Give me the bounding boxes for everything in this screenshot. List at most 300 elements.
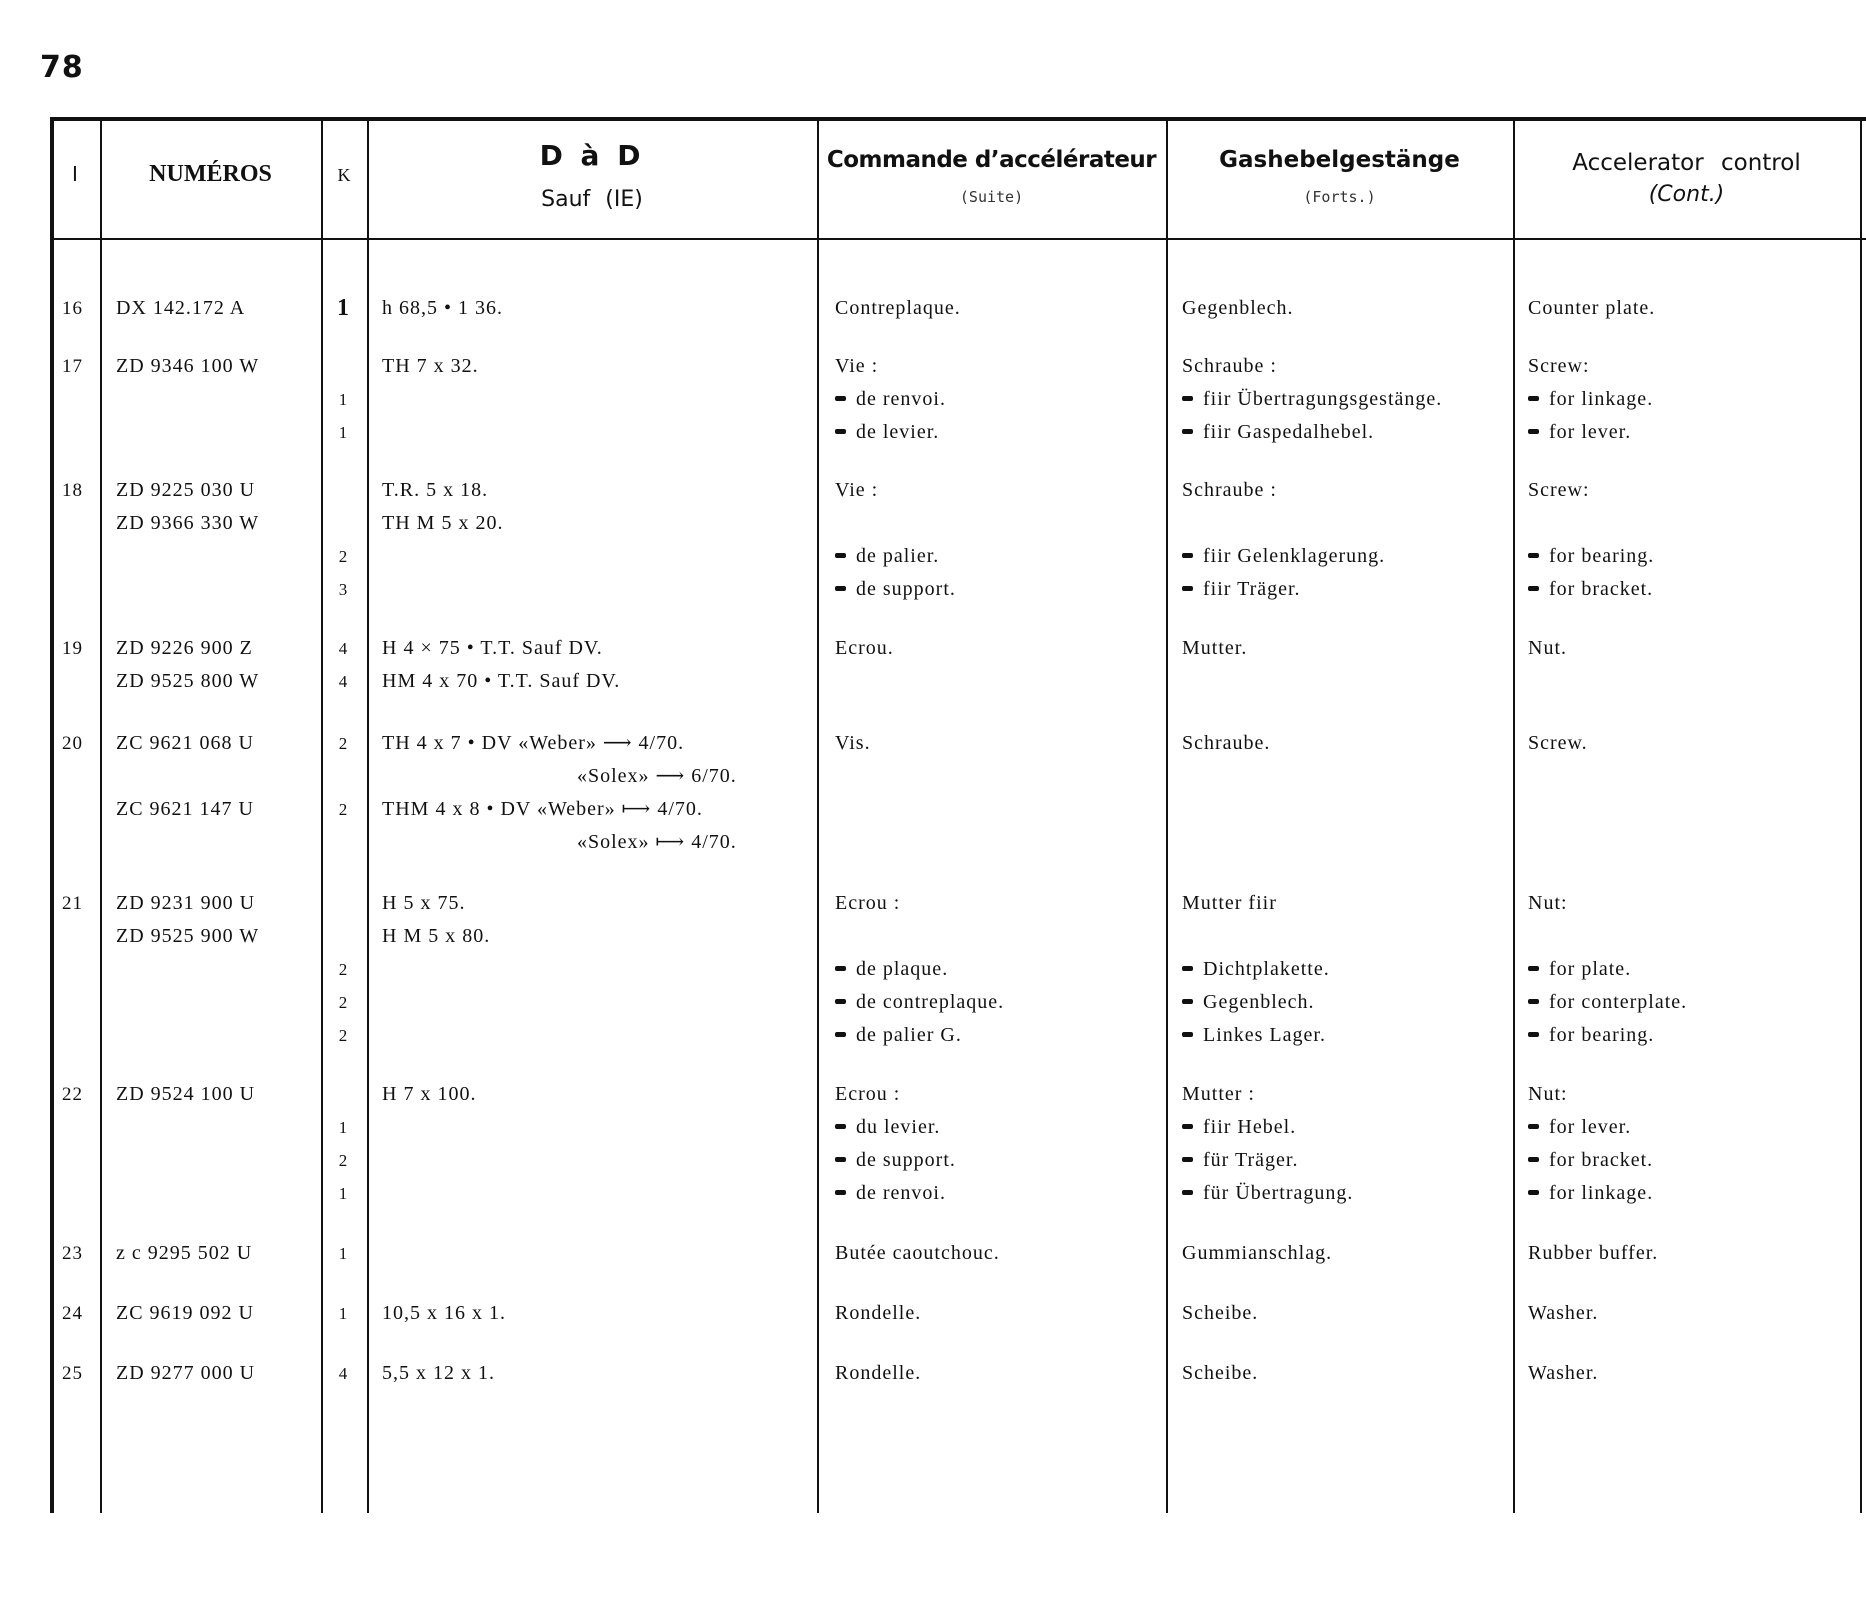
dad-text: 10,5 x 16 x 1. [382, 1302, 506, 1324]
fr-text: de palier. [856, 545, 940, 567]
en-line [1528, 474, 1848, 507]
k-line [328, 474, 358, 507]
cell-fr [835, 1357, 1175, 1390]
en-line [1528, 292, 1848, 325]
k-line [328, 1078, 358, 1111]
fr-text: de levier. [856, 421, 940, 443]
dad-line [382, 760, 822, 793]
numbers-text: z c 9295 502 U [116, 1242, 253, 1264]
cell-numbers [116, 887, 326, 953]
en-line [1528, 540, 1848, 573]
de-line [1182, 727, 1522, 760]
cell-fr [835, 632, 1175, 665]
numbers-line [116, 920, 326, 953]
row-index: 22 [62, 1084, 83, 1105]
cell-dad [382, 727, 822, 859]
cell-fr [835, 1297, 1175, 1330]
dash-bullet [1528, 999, 1539, 1004]
cell-dad [382, 1297, 822, 1330]
dad-line [382, 1297, 822, 1330]
dash-bullet [1528, 1157, 1539, 1162]
cell-numbers [116, 474, 326, 540]
header-k: K [337, 165, 351, 185]
cell-fr [835, 1237, 1175, 1270]
cell-fr [835, 727, 1175, 760]
numbers-line [116, 1357, 326, 1390]
dad-text: h 68,5 • 1 36. [382, 297, 504, 319]
dash-bullet [1182, 1190, 1193, 1195]
header-german-subtitle: (Forts.) [1303, 188, 1376, 206]
fr-line [835, 573, 1175, 606]
k-text: 1 [338, 1304, 348, 1323]
numbers-text: ZD 9525 800 W [116, 670, 260, 692]
dash-bullet [1182, 1032, 1193, 1037]
dad-text: H 5 x 75. [382, 892, 466, 914]
cell-numbers [116, 1237, 326, 1270]
cell-fr [835, 350, 1175, 449]
cell-en [1528, 1297, 1848, 1330]
dad-line [382, 727, 822, 760]
dash-bullet [835, 553, 846, 558]
cell-en [1528, 887, 1848, 1052]
k-text: 1 [338, 423, 348, 442]
en-line [1528, 887, 1848, 920]
de-text: fiir Gelenklagerung. [1203, 545, 1386, 567]
de-line [1182, 1078, 1522, 1111]
de-line [1182, 1177, 1522, 1210]
en-line [1528, 1177, 1848, 1210]
de-text: Mutter. [1182, 637, 1248, 659]
fr-text: de renvoi. [856, 388, 946, 410]
de-line [1182, 1019, 1522, 1052]
en-line [1528, 1111, 1848, 1144]
fr-line [835, 1019, 1175, 1052]
en-text: Screw: [1528, 355, 1590, 377]
dad-text: TH M 5 x 20. [382, 512, 504, 534]
k-text: 4 [338, 1364, 348, 1383]
fr-line [835, 920, 1175, 953]
dash-bullet [835, 1190, 846, 1195]
fr-text: Vis. [835, 732, 871, 754]
de-line [1182, 920, 1522, 953]
cell-numbers [116, 350, 326, 383]
de-text: Scheibe. [1182, 1302, 1259, 1324]
cell-idx [62, 1297, 92, 1330]
cell-k [328, 727, 358, 826]
de-text: fiir Hebel. [1203, 1116, 1297, 1138]
dad-line [382, 887, 822, 920]
dash-bullet [1528, 553, 1539, 558]
fr-text: Vie : [835, 479, 879, 501]
dad-line [382, 665, 822, 698]
k-line [328, 632, 358, 665]
en-text: Washer. [1528, 1362, 1599, 1384]
k-line [328, 727, 358, 760]
k-line [328, 507, 358, 540]
cell-dad [382, 632, 822, 698]
cell-k [328, 1237, 358, 1270]
parts-table [50, 117, 1866, 1513]
cell-numbers [116, 727, 326, 826]
k-line [328, 953, 358, 986]
row-index: 19 [62, 638, 83, 659]
header-numbers: NUMÉROS [149, 161, 272, 187]
fr-line [835, 540, 1175, 573]
numbers-line [116, 1297, 326, 1330]
cell-en [1528, 1078, 1848, 1210]
en-text: Nut: [1528, 892, 1568, 914]
dad-text: HM 4 x 70 • T.T. Sauf DV. [382, 670, 621, 692]
header-dad-title: D à D [539, 139, 645, 172]
cell-dad [382, 887, 822, 953]
cell-en [1528, 1357, 1848, 1390]
fr-text: du levier. [856, 1116, 941, 1138]
cell-numbers [116, 632, 326, 698]
column-divider [100, 117, 102, 1513]
de-text: Gummianschlag. [1182, 1242, 1333, 1264]
de-text: Schraube : [1182, 355, 1277, 377]
de-text: Gegenblech. [1203, 991, 1315, 1013]
row-index: 23 [62, 1243, 83, 1264]
en-text: for bearing. [1549, 545, 1655, 567]
cell-de [1182, 1297, 1522, 1330]
k-text: 3 [338, 580, 348, 599]
numbers-text: ZC 9621 068 U [116, 732, 254, 754]
numbers-line [116, 887, 326, 920]
en-line [1528, 953, 1848, 986]
en-line [1528, 986, 1848, 1019]
dash-bullet [1528, 586, 1539, 591]
cell-dad [382, 474, 822, 540]
fr-text: Vie : [835, 355, 879, 377]
k-text: 2 [338, 1026, 348, 1045]
de-line [1182, 540, 1522, 573]
de-line [1182, 292, 1522, 325]
fr-line [835, 887, 1175, 920]
cell-idx [62, 474, 92, 507]
cell-k [328, 1357, 358, 1390]
cell-idx [62, 1078, 92, 1111]
fr-text: de support. [856, 578, 956, 600]
numbers-text: ZD 9366 330 W [116, 512, 260, 534]
dash-bullet [1182, 586, 1193, 591]
cell-idx [62, 632, 92, 665]
column-divider [1860, 117, 1862, 1513]
cell-idx [62, 292, 92, 325]
en-text: Rubber buffer. [1528, 1242, 1659, 1264]
cell-de [1182, 1237, 1522, 1270]
k-text: 2 [338, 734, 348, 753]
cell-dad [382, 1237, 822, 1270]
cell-k [328, 350, 358, 449]
numbers-text: ZD 9226 900 Z [116, 637, 253, 659]
fr-line [835, 953, 1175, 986]
k-text: 4 [338, 672, 348, 691]
dad-line [382, 1237, 822, 1270]
numbers-text: ZC 9619 092 U [116, 1302, 254, 1324]
numbers-line [116, 474, 326, 507]
k-line [328, 887, 358, 920]
de-line [1182, 573, 1522, 606]
en-line [1528, 1078, 1848, 1111]
fr-line [835, 383, 1175, 416]
de-line [1182, 350, 1522, 383]
cell-en [1528, 727, 1848, 760]
row-index: 20 [62, 733, 83, 754]
en-text: for linkage. [1549, 388, 1654, 410]
cell-numbers [116, 1357, 326, 1390]
header-english-subtitle: (Cont.) [1648, 182, 1725, 207]
cell-numbers [116, 292, 326, 325]
numbers-text: ZD 9524 100 U [116, 1083, 256, 1105]
numbers-text: ZC 9621 147 U [116, 798, 254, 820]
header-french-title: Commande d’accélérateur [826, 147, 1157, 173]
dad-text: «Solex» ⟼ 4/70. [577, 831, 737, 853]
en-line [1528, 416, 1848, 449]
en-line [1528, 507, 1848, 540]
de-line [1182, 632, 1522, 665]
dash-bullet [1528, 1032, 1539, 1037]
cell-fr [835, 292, 1175, 325]
en-line [1528, 1019, 1848, 1052]
en-line [1528, 632, 1848, 665]
cell-en [1528, 350, 1848, 449]
de-text: fiir Träger. [1203, 578, 1301, 600]
k-text: 2 [338, 547, 348, 566]
page-number: 78 [40, 50, 84, 85]
de-text: Gegenblech. [1182, 297, 1294, 319]
k-line [328, 1019, 358, 1052]
cell-de [1182, 727, 1522, 760]
fr-text: de plaque. [856, 958, 949, 980]
cell-dad [382, 1078, 822, 1111]
fr-line [835, 1078, 1175, 1111]
k-text: 1 [338, 1118, 348, 1137]
dad-line [382, 1357, 822, 1390]
row-index: 18 [62, 480, 83, 501]
dad-text: THM 4 x 8 • DV «Weber» ⟼ 4/70. [382, 798, 703, 820]
k-text: 2 [338, 993, 348, 1012]
cell-en [1528, 474, 1848, 606]
de-text: Scheibe. [1182, 1362, 1259, 1384]
numbers-line [116, 727, 326, 760]
dash-bullet [1182, 1124, 1193, 1129]
dash-bullet [835, 1032, 846, 1037]
fr-line [835, 350, 1175, 383]
header-index: I [72, 162, 78, 186]
dad-line [382, 793, 822, 826]
fr-line [835, 474, 1175, 507]
en-text: for conterplate. [1549, 991, 1688, 1013]
row-index: 17 [62, 356, 83, 377]
cell-dad [382, 292, 822, 325]
dad-text: TH 4 x 7 • DV «Weber» ⟶ 4/70. [382, 732, 685, 754]
en-text: for plate. [1549, 958, 1632, 980]
numbers-text: ZD 9225 030 U [116, 479, 256, 501]
de-line [1182, 1237, 1522, 1270]
de-line [1182, 383, 1522, 416]
cell-idx [62, 887, 92, 920]
k-line [328, 292, 358, 325]
dash-bullet [1182, 966, 1193, 971]
fr-line [835, 1297, 1175, 1330]
en-text: for bearing. [1549, 1024, 1655, 1046]
dad-line [382, 826, 822, 859]
dash-bullet [835, 396, 846, 401]
de-text: für Träger. [1203, 1149, 1299, 1171]
dad-line [382, 474, 822, 507]
en-text: for bracket. [1549, 578, 1654, 600]
en-text: Screw: [1528, 479, 1590, 501]
dash-bullet [835, 429, 846, 434]
cell-de [1182, 350, 1522, 449]
de-line [1182, 1297, 1522, 1330]
row-index: 21 [62, 893, 83, 914]
en-line [1528, 727, 1848, 760]
cell-de [1182, 292, 1522, 325]
de-text: fiir Übertragungsgestänge. [1203, 388, 1443, 410]
de-line [1182, 474, 1522, 507]
numbers-line [116, 507, 326, 540]
column-divider [50, 117, 54, 1513]
de-text: Schraube. [1182, 732, 1271, 754]
cell-idx [62, 350, 92, 383]
header-english-title: Accelerator control [1572, 150, 1801, 176]
en-text: for bracket. [1549, 1149, 1654, 1171]
dash-bullet [835, 1124, 846, 1129]
fr-line [835, 416, 1175, 449]
dash-bullet [835, 1157, 846, 1162]
cell-k [328, 292, 358, 325]
k-line [328, 1357, 358, 1390]
header-french-subtitle: (Suite) [959, 188, 1024, 206]
dad-line [382, 920, 822, 953]
cell-de [1182, 1078, 1522, 1210]
en-line [1528, 920, 1848, 953]
fr-line [835, 1144, 1175, 1177]
dad-line [382, 350, 822, 383]
fr-line [835, 507, 1175, 540]
en-text: Counter plate. [1528, 297, 1656, 319]
en-text: for lever. [1549, 421, 1632, 443]
cell-de [1182, 632, 1522, 665]
fr-text: Contreplaque. [835, 297, 961, 319]
dash-bullet [1182, 429, 1193, 434]
numbers-line [116, 632, 326, 665]
k-line [328, 383, 358, 416]
numbers-text: DX 142.172 A [116, 297, 246, 319]
numbers-line [116, 1078, 326, 1111]
en-line [1528, 1237, 1848, 1270]
fr-line [835, 727, 1175, 760]
fr-text: Butée caoutchouc. [835, 1242, 1000, 1264]
en-text: Nut. [1528, 637, 1567, 659]
de-text: Dichtplakette. [1203, 958, 1330, 980]
dash-bullet [1182, 1157, 1193, 1162]
en-text: for lever. [1549, 1116, 1632, 1138]
fr-text: de palier G. [856, 1024, 962, 1046]
en-text: Washer. [1528, 1302, 1599, 1324]
dad-line [382, 507, 822, 540]
cell-idx [62, 1237, 92, 1270]
dash-bullet [1528, 1124, 1539, 1129]
dash-bullet [1528, 429, 1539, 434]
k-line [328, 1297, 358, 1330]
numbers-line [116, 793, 326, 826]
de-text: für Übertragung. [1203, 1182, 1354, 1204]
fr-line [835, 1237, 1175, 1270]
cell-fr [835, 887, 1175, 1052]
k-text: 4 [338, 639, 348, 658]
numbers-text: ZD 9277 000 U [116, 1362, 256, 1384]
dad-text: «Solex» ⟶ 6/70. [577, 765, 737, 787]
k-line [328, 920, 358, 953]
cell-idx [62, 727, 92, 760]
cell-k [328, 887, 358, 1052]
k-text: 2 [338, 960, 348, 979]
dash-bullet [1182, 396, 1193, 401]
en-line [1528, 383, 1848, 416]
cell-k [328, 1078, 358, 1210]
dash-bullet [1182, 553, 1193, 558]
cell-fr [835, 1078, 1175, 1210]
cell-dad [382, 350, 822, 383]
dash-bullet [1528, 966, 1539, 971]
fr-text: Rondelle. [835, 1362, 922, 1384]
fr-line [835, 1357, 1175, 1390]
fr-text: Rondelle. [835, 1302, 922, 1324]
k-line [328, 793, 358, 826]
numbers-text: ZD 9231 900 U [116, 892, 256, 914]
de-text: Schraube : [1182, 479, 1277, 501]
dad-text: H 4 × 75 • T.T. Sauf DV. [382, 637, 603, 659]
k-line [328, 760, 358, 793]
dash-bullet [835, 999, 846, 1004]
k-line [328, 986, 358, 1019]
fr-text: Ecrou : [835, 892, 901, 914]
cell-en [1528, 292, 1848, 325]
numbers-line [116, 760, 326, 793]
k-line [328, 350, 358, 383]
cell-fr [835, 474, 1175, 606]
de-text: fiir Gaspedalhebel. [1203, 421, 1375, 443]
de-line [1182, 887, 1522, 920]
cell-de [1182, 474, 1522, 606]
k-line [328, 573, 358, 606]
k-line [328, 665, 358, 698]
de-text: Mutter fiir [1182, 892, 1277, 914]
k-text: 1 [337, 295, 349, 321]
dad-line [382, 632, 822, 665]
fr-text: de contreplaque. [856, 991, 1005, 1013]
header-german-title: Gashebelgestänge [1219, 147, 1460, 173]
dash-bullet [835, 586, 846, 591]
en-text: for linkage. [1549, 1182, 1654, 1204]
de-line [1182, 1357, 1522, 1390]
numbers-text: ZD 9346 100 W [116, 355, 260, 377]
fr-text: Ecrou : [835, 1083, 901, 1105]
dad-text: TH 7 x 32. [382, 355, 479, 377]
fr-text: de support. [856, 1149, 956, 1171]
cell-numbers [116, 1297, 326, 1330]
cell-k [328, 632, 358, 698]
fr-line [835, 1111, 1175, 1144]
k-line [328, 540, 358, 573]
cell-k [328, 1297, 358, 1330]
row-index: 24 [62, 1303, 83, 1324]
de-line [1182, 1144, 1522, 1177]
de-line [1182, 416, 1522, 449]
